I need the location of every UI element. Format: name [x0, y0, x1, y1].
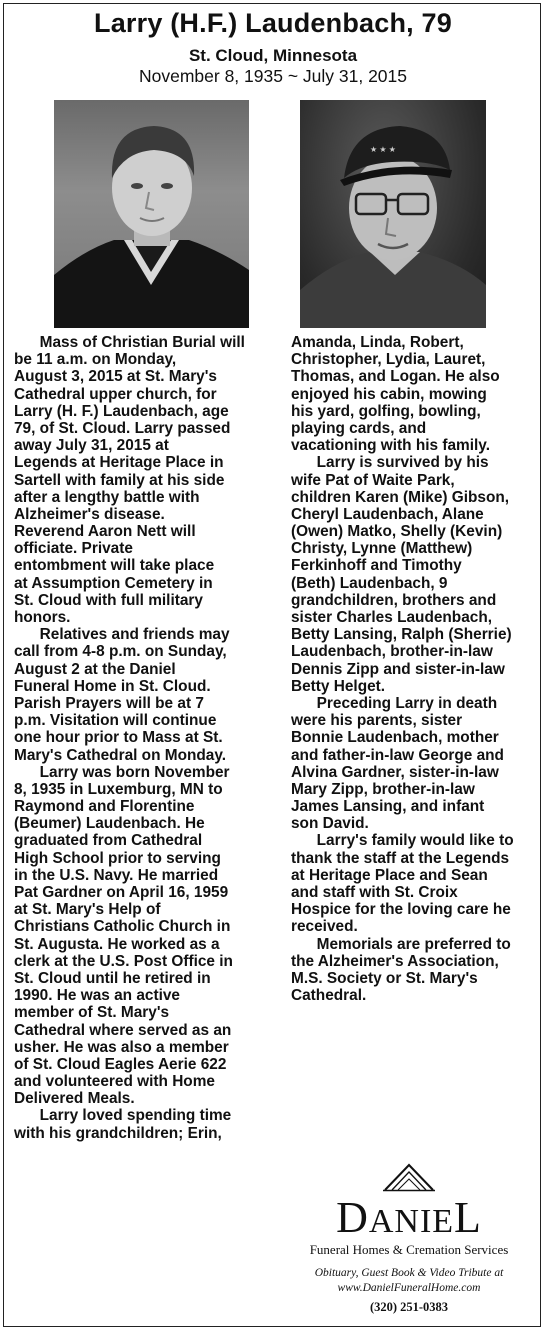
text-line: Memorials are preferred to	[291, 935, 511, 953]
text-line: after a lengthy battle with	[14, 488, 200, 506]
text-line: Reverend Aaron Nett will	[14, 523, 196, 541]
text-line: Betty Helget.	[291, 677, 386, 695]
text-line: Thomas, and Logan. He also	[291, 368, 500, 386]
text-line: p.m. Visitation will continue	[14, 712, 217, 730]
text-line: the Alzheimer's Association,	[291, 952, 499, 970]
text-line: Relatives and friends may	[14, 626, 230, 644]
text-line: High School prior to serving	[14, 849, 221, 867]
text-line: Legends at Heritage Place in	[14, 454, 224, 472]
text-line: Ferkinhoff and Timothy	[291, 557, 462, 575]
brand-phone: (320) 251-0383	[369, 1300, 449, 1314]
text-line: Laudenbach, brother-in-law	[291, 643, 493, 661]
brand-name: DANIEL	[336, 1193, 482, 1242]
text-line: Cathedral where served as an	[14, 1021, 232, 1039]
text-line: Bonnie Laudenbach, mother	[291, 729, 499, 747]
text-line: Parish Prayers will be at 7	[14, 694, 204, 712]
text-line: and staff with St. Croix	[291, 884, 458, 901]
text-line: Funeral Home in St. Cloud.	[14, 677, 211, 695]
text-line: clerk at the U.S. Post Office in	[14, 952, 233, 970]
text-line: 79, of St. Cloud. Larry passed	[14, 419, 231, 437]
house-logo-icon	[381, 1162, 437, 1192]
text-line: Betty Lansing, Ralph (Sherrie)	[291, 626, 512, 644]
text-line: with his grandchildren; Erin,	[14, 1124, 222, 1142]
text-line: 8, 1935 in Luxemburg, MN to	[14, 780, 223, 798]
text-line: of St. Cloud Eagles Aerie 622	[14, 1055, 227, 1073]
text-line: Mass of Christian Burial will	[14, 334, 245, 351]
text-line: member of St. Mary's	[14, 1004, 170, 1022]
text-line: and volunteered with Home	[14, 1073, 215, 1091]
text-line: Preceding Larry in death	[291, 694, 498, 712]
text-line: Larry (H. F.) Laudenbach, age	[14, 402, 229, 420]
text-line: children Karen (Mike) Gibson,	[291, 488, 510, 506]
text-line: (Beumer) Laudenbach. He	[14, 815, 205, 833]
location: St. Cloud, Minnesota	[188, 46, 358, 65]
text-line: Cathedral upper church, for	[14, 385, 217, 403]
text-line: August 2 at the Daniel	[14, 660, 176, 678]
text-line: Christians Catholic Church in	[14, 918, 231, 936]
obituary-text-left-column	[14, 334, 284, 1142]
text-line: Pat Gardner on April 16, 1959	[14, 884, 229, 901]
text-line: Mary Zipp, brother-in-law	[291, 780, 475, 798]
text-line: Larry loved spending time	[14, 1107, 232, 1125]
text-line: 1990. He was an active	[14, 987, 180, 1005]
text-line: thank the staff at the Legends	[291, 849, 510, 867]
text-line: and father-in-law George and	[291, 746, 504, 764]
text-line: entombment will take place	[14, 557, 215, 575]
funeral-home-ad	[282, 1162, 536, 1327]
text-line: Christy, Lynne (Matthew)	[291, 540, 473, 558]
photo-young-sailor	[54, 100, 249, 328]
text-line: his yard, golfing, bowling,	[291, 402, 481, 420]
brand-tagline: Obituary, Guest Book & Video Tribute at	[314, 1267, 504, 1279]
text-line: at St. Mary's Help of	[14, 901, 161, 919]
text-line: Larry is survived by his	[291, 454, 489, 472]
text-line: St. Augusta. He worked as a	[14, 935, 220, 953]
text-line: sister Charles Laudenbach,	[291, 609, 493, 626]
text-line: Larry's family would like to	[291, 832, 514, 850]
text-line: Sartell with family at his side	[14, 471, 225, 489]
obituary-text-right-column	[291, 334, 536, 1004]
text-line: playing cards, and	[291, 419, 427, 437]
text-line: Alvina Gardner, sister-in-law	[291, 763, 499, 781]
text-line: vacationing with his family.	[291, 437, 490, 455]
text-line: one hour prior to Mass at St.	[14, 729, 223, 747]
text-line: graduated from Cathedral	[14, 832, 203, 850]
text-line: call from 4-8 p.m. on Sunday,	[14, 643, 227, 661]
obituary-title: Larry (H.F.) Laudenbach, 79	[94, 8, 452, 38]
text-line: St. Cloud until he retired in	[14, 969, 211, 987]
text-line: (Owen) Matko, Shelly (Kevin)	[291, 523, 503, 541]
text-line: be 11 a.m. on Monday,	[14, 351, 177, 369]
brand-services: Funeral Homes & Cremation Services	[309, 1242, 509, 1257]
text-line: Delivered Meals.	[14, 1090, 135, 1108]
text-line: wife Pat of Waite Park,	[291, 471, 455, 489]
text-line: Amanda, Linda, Robert,	[291, 334, 464, 351]
text-line: Hospice for the loving care he	[291, 901, 511, 919]
text-line: at Heritage Place and Sean	[291, 866, 488, 884]
brand-website[interactable]: www.DanielFuneralHome.com	[337, 1282, 481, 1294]
text-line: M.S. Society or St. Mary's	[291, 969, 478, 987]
text-line: August 3, 2015 at St. Mary's	[14, 368, 217, 386]
text-line: enjoyed his cabin, mowing	[291, 385, 487, 403]
text-line: at Assumption Cemetery in	[14, 574, 213, 592]
text-line: James Lansing, and infant	[291, 798, 485, 816]
text-line: Christopher, Lydia, Lauret,	[291, 351, 486, 369]
text-line: Cathedral.	[291, 987, 367, 1005]
svg-text:★ ★ ★: ★ ★ ★	[370, 145, 396, 154]
text-line: away July 31, 2015 at	[14, 437, 169, 455]
life-dates: November 8, 1935 ~ July 31, 2015	[138, 66, 408, 86]
text-line: St. Cloud with full military	[14, 591, 203, 609]
photo-older-man	[300, 100, 486, 328]
text-line: in the U.S. Navy. He married	[14, 866, 219, 884]
text-line: Larry was born November	[14, 763, 230, 781]
text-line: (Beth) Laudenbach, 9	[291, 574, 448, 592]
text-line: Mary's Cathedral on Monday.	[14, 746, 227, 764]
text-line: Alzheimer's disease.	[14, 505, 165, 523]
text-line: honors.	[14, 609, 71, 626]
text-line: officiate. Private	[14, 540, 133, 558]
text-line: usher. He was also a member	[14, 1038, 229, 1056]
text-line: Dennis Zipp and sister-in-law	[291, 660, 505, 678]
text-line: grandchildren, brothers and	[291, 591, 497, 609]
text-line: son David.	[291, 815, 369, 833]
text-line: Cheryl Laudenbach, Alane	[291, 505, 484, 523]
text-line: received.	[291, 918, 358, 936]
text-line: were his parents, sister	[291, 712, 463, 730]
text-line: Raymond and Florentine	[14, 798, 195, 816]
